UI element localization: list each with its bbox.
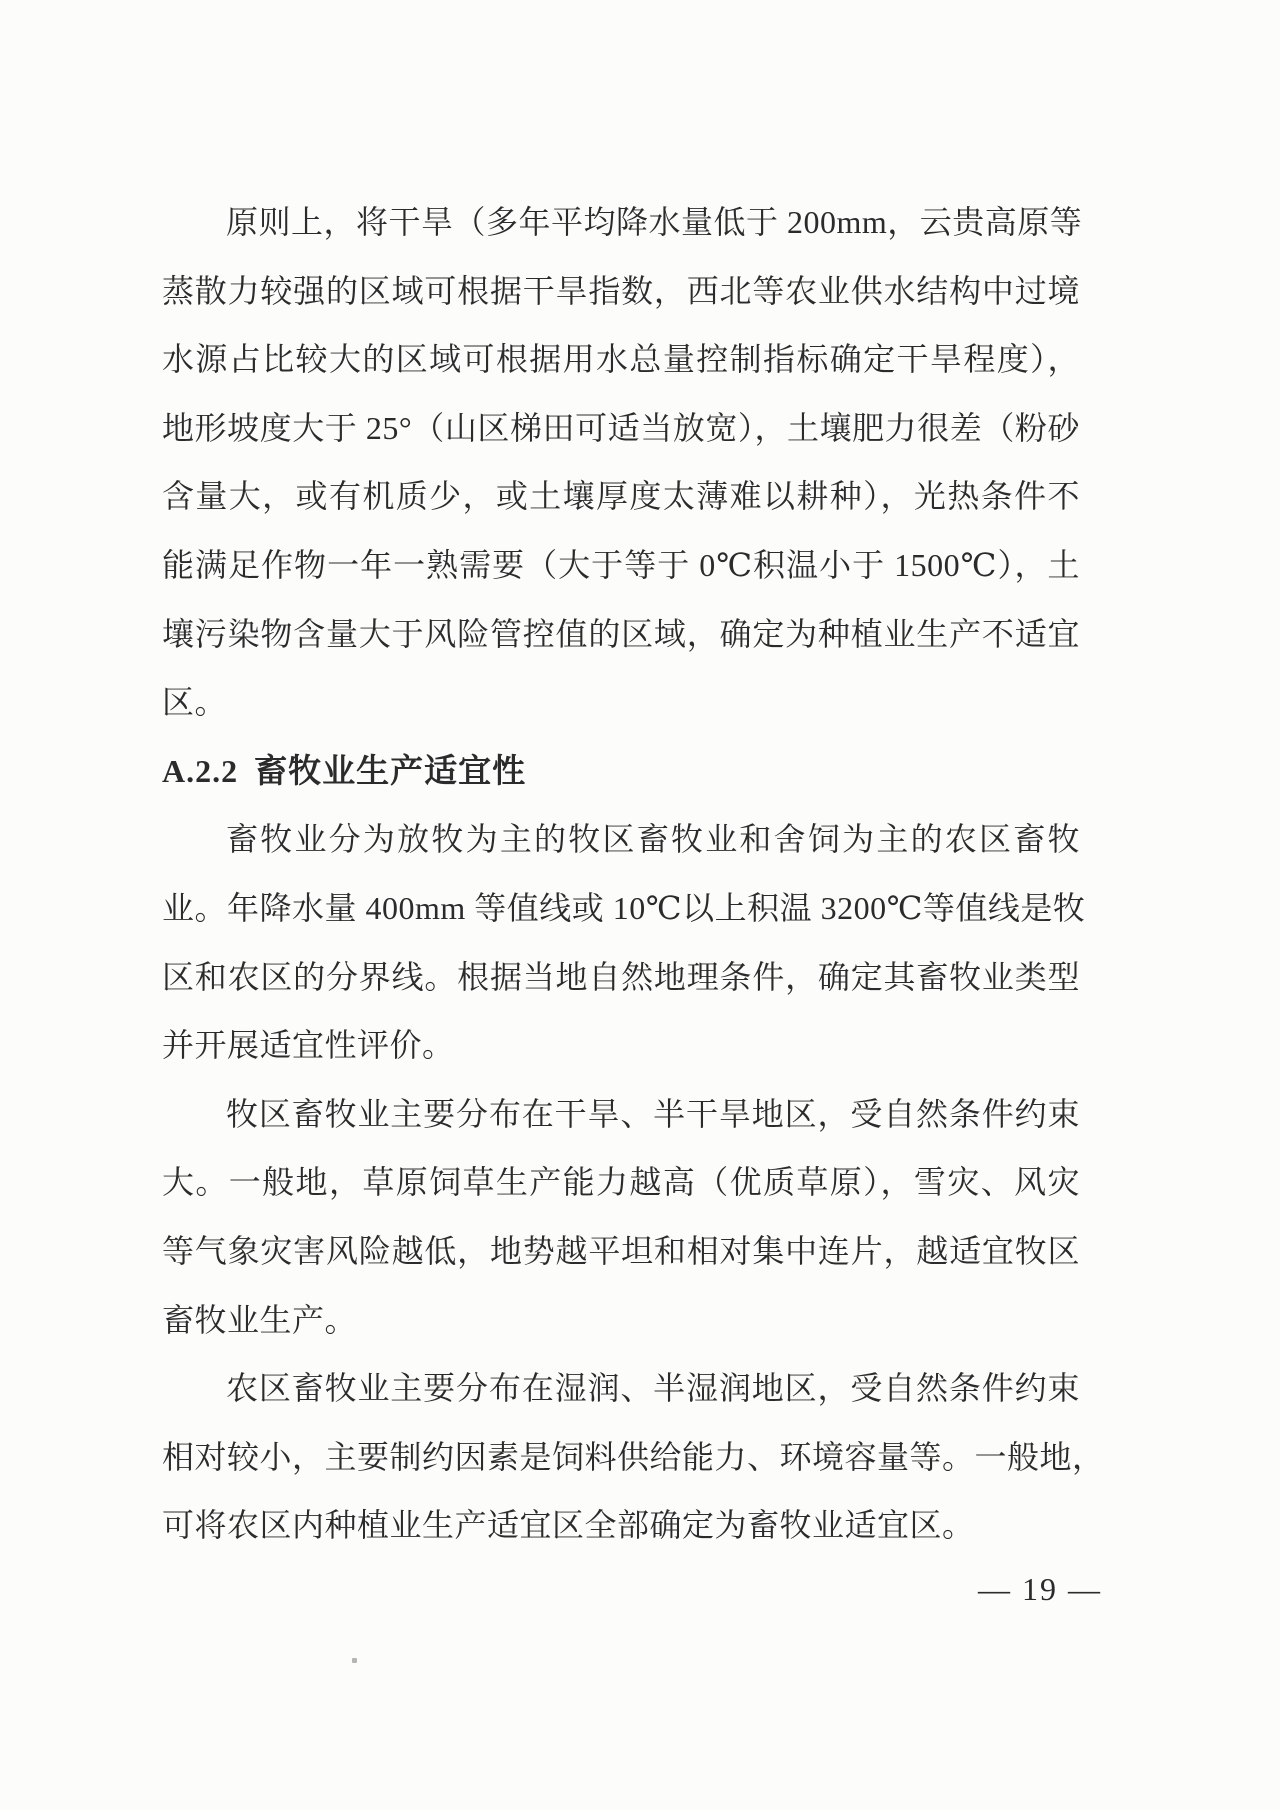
scan-speck [352,1658,357,1663]
text-line: 业。年降水量 400mm 等值线或 10℃以上积温 3200℃等值线是牧 [162,889,1086,926]
text-line: 畜牧业分为放牧为主的牧区畜牧业和舍饲为主的农区畜牧 [226,821,1080,858]
section-number: A.2.2 [162,752,239,789]
text-line: 农区畜牧业主要分布在湿润、半湿润地区，受自然条件约束 [226,1370,1080,1407]
section-title: 畜牧业生产适宜性 [254,751,527,789]
text-line: 能满足作物一年一熟需要（大于等于 0℃积温小于 1500℃），土 [162,546,1080,583]
text-line: 大。一般地，草原饲草生产能力越高（优质草原），雪灾、风灾 [162,1164,1080,1201]
text-line: 牧区畜牧业主要分布在干旱、半干旱地区，受自然条件约束 [226,1095,1080,1132]
text-line: 并开展适宜性评价。 [162,1027,455,1064]
text-line: 壤污染物含量大于风险管控值的区域，确定为种植业生产不适宜 [162,615,1080,652]
text-line: 区。 [162,684,228,721]
section-heading [162,737,1080,806]
text-line: 地形坡度大于 25°（山区梯田可适当放宽），土壤肥力很差（粉砂 [162,409,1080,446]
page-number: — 19 — [978,1571,1102,1607]
text-line: 水源占比较大的区域可根据用水总量控制指标确定干旱程度）， [162,341,1080,378]
text-line: 蒸散力较强的区域可根据干旱指数，西北等农业供水结构中过境 [162,272,1080,309]
text-line: 区和农区的分界线。根据当地自然地理条件，确定其畜牧业类型 [162,958,1080,995]
text-line: 可将农区内种植业生产适宜区全部确定为畜牧业适宜区。 [162,1507,975,1544]
text-line: 等气象灾害风险越低，地势越平坦和相对集中连片，越适宜牧区 [162,1232,1080,1269]
text-line: 畜牧业生产。 [162,1301,358,1338]
text-line: 相对较小，主要制约因素是饲料供给能力、环境容量等。一般地， [162,1438,1105,1475]
text-line: 原则上，将干旱（多年平均降水量低于 200mm，云贵高原等 [226,204,1083,240]
text-line: 含量大，或有机质少，或土壤厚度太薄难以耕种），光热条件不 [162,478,1080,515]
document-body [162,188,1105,1560]
